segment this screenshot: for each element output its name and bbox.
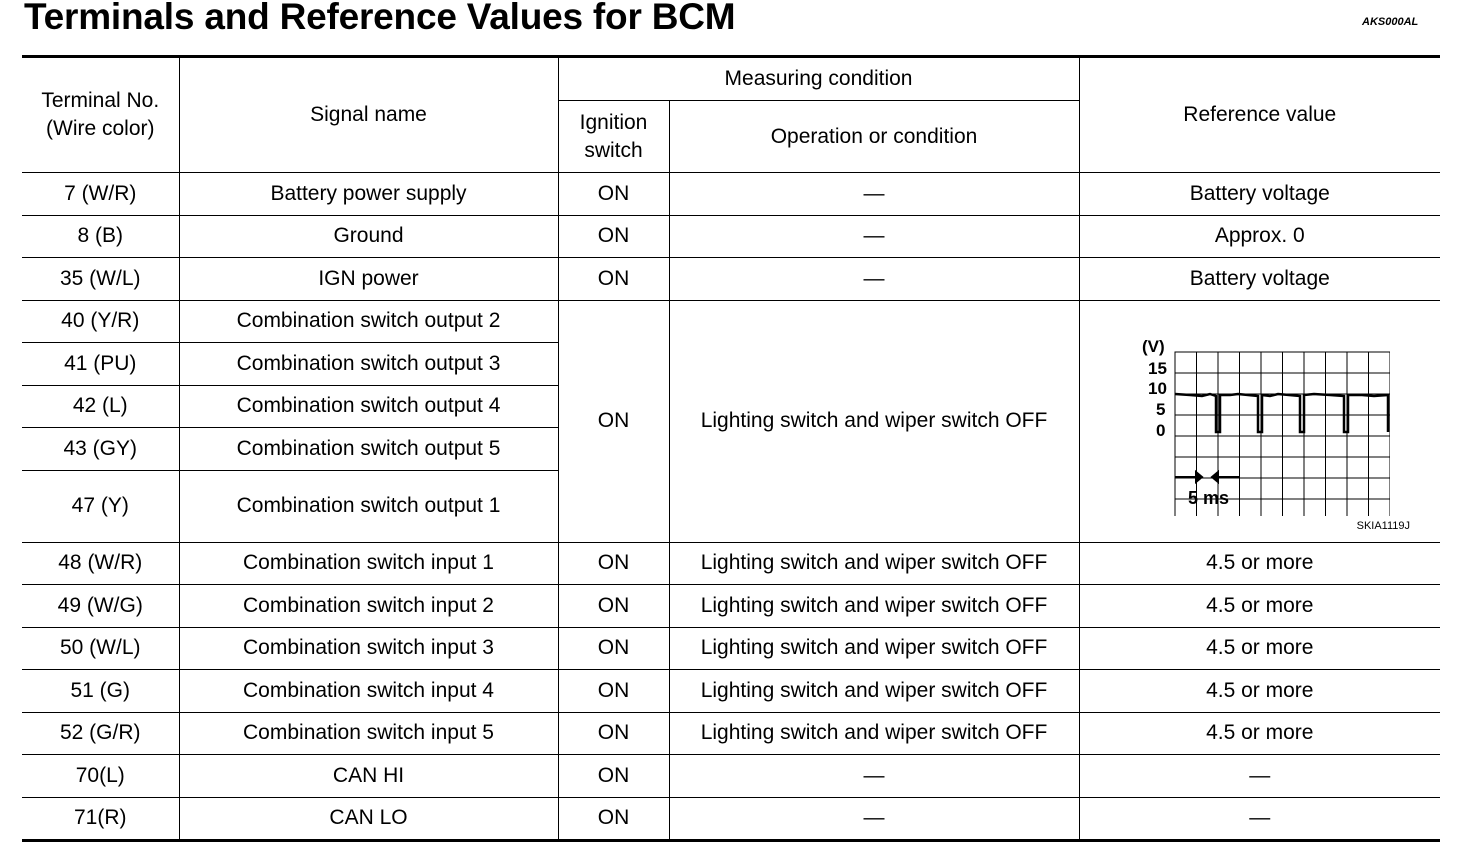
header-terminal [22,57,179,173]
ignition-cell: ON [558,755,669,798]
operation-cell: — [669,215,1079,258]
reference-cell: 4.5 or more [1079,712,1440,755]
terminal-cell: 49 (W/G) [22,585,179,628]
reference-cell: — [1079,797,1440,841]
signal-cell: Ground [179,215,558,258]
waveform-oscilloscope [1130,326,1390,516]
table-row [22,215,1440,258]
header-measuring: Measuring condition [558,57,1079,101]
reference-cell: 4.5 or more [1079,627,1440,670]
table-row [22,585,1440,628]
signal-cell: Combination switch output 2 [179,300,558,343]
time-scale-label: 5 ms [1187,488,1229,508]
header-ignition [558,101,669,173]
terminal-cell: 35 (W/L) [22,258,179,301]
y-tick-5: 5 [1155,400,1166,419]
operation-cell: Lighting switch and wiper switch OFF [669,300,1079,542]
header-operation: Operation or condition [669,101,1079,173]
terminal-cell: 47 (Y) [22,470,179,542]
signal-cell: Combination switch input 5 [179,712,558,755]
ignition-cell: ON [558,712,669,755]
table-row [22,627,1440,670]
reference-cell: 4.5 or more [1079,585,1440,628]
terminal-cell: 71(R) [22,797,179,841]
signal-cell: Combination switch output 5 [179,428,558,471]
table-row [22,670,1440,713]
operation-cell: Lighting switch and wiper switch OFF [669,542,1079,585]
terminal-cell: 48 (W/R) [22,542,179,585]
signal-cell: IGN power [179,258,558,301]
ignition-cell: ON [558,215,669,258]
waveform-unit-label: (V) [1141,337,1165,356]
signal-cell: Combination switch output 3 [179,343,558,386]
waveform-cell [1079,300,1440,542]
y-tick-0: 0 [1155,421,1166,440]
signal-cell: Combination switch input 1 [179,542,558,585]
ignition-cell: ON [558,797,669,841]
header-terminal-line2: (Wire color) [46,117,155,140]
ignition-cell: ON [558,542,669,585]
reference-cell: — [1079,755,1440,798]
signal-cell: Combination switch input 3 [179,627,558,670]
signal-cell: CAN LO [179,797,558,841]
y-tick-15: 15 [1147,359,1167,378]
signal-cell: Battery power supply [179,173,558,216]
header-terminal-line1: Terminal No. [41,89,160,112]
ignition-cell: ON [558,585,669,628]
terminal-cell: 50 (W/L) [22,627,179,670]
header-reference: Reference value [1079,57,1440,173]
reference-cell: Battery voltage [1079,173,1440,216]
terminal-cell: 40 (Y/R) [22,300,179,343]
operation-cell: Lighting switch and wiper switch OFF [669,712,1079,755]
operation-cell: — [669,258,1079,301]
table-row [22,712,1440,755]
header-ignition-line1: Ignition [579,110,648,134]
ignition-cell: ON [558,258,669,301]
reference-cell: 4.5 or more [1079,542,1440,585]
table-row [22,258,1440,301]
table-row [22,542,1440,585]
operation-cell: Lighting switch and wiper switch OFF [669,670,1079,713]
table-row [22,797,1440,841]
page-title: Terminals and Reference Values for BCM [24,0,736,37]
reference-cell: Approx. 0 [1079,215,1440,258]
table-row [22,300,1440,343]
signal-cell: Combination switch output 4 [179,385,558,428]
table-row [22,173,1440,216]
operation-cell: — [669,173,1079,216]
terminal-cell: 43 (GY) [22,428,179,471]
terminal-cell: 51 (G) [22,670,179,713]
terminal-cell: 7 (W/R) [22,173,179,216]
operation-cell: Lighting switch and wiper switch OFF [669,585,1079,628]
signal-cell: Combination switch output 1 [179,470,558,542]
terminal-cell: 52 (G/R) [22,712,179,755]
header-ignition-line2: switch [584,138,643,162]
operation-cell: — [669,755,1079,798]
terminal-cell: 70(L) [22,755,179,798]
terminal-reference-table [22,55,1440,842]
table-row [22,755,1440,798]
header-row-1 [22,57,1440,101]
terminal-cell: 42 (L) [22,385,179,428]
signal-cell: CAN HI [179,755,558,798]
operation-cell: Lighting switch and wiper switch OFF [669,627,1079,670]
terminal-cell: 41 (PU) [22,343,179,386]
terminal-cell: 8 (B) [22,215,179,258]
ignition-cell: ON [558,173,669,216]
ignition-cell: ON [558,670,669,713]
time-scale-arrows [1175,472,1240,482]
reference-cell: 4.5 or more [1079,670,1440,713]
figure-code: SKIA1119J [1356,519,1411,532]
waveform-trace [1175,394,1388,432]
document-code: AKS000AL [1362,16,1419,28]
ignition-cell: ON [558,627,669,670]
signal-cell: Combination switch input 2 [179,585,558,628]
ignition-cell: ON [558,300,669,542]
operation-cell: — [669,797,1079,841]
y-tick-10: 10 [1147,379,1167,398]
reference-cell: Battery voltage [1079,258,1440,301]
header-signal: Signal name [179,57,558,173]
signal-cell: Combination switch input 4 [179,670,558,713]
